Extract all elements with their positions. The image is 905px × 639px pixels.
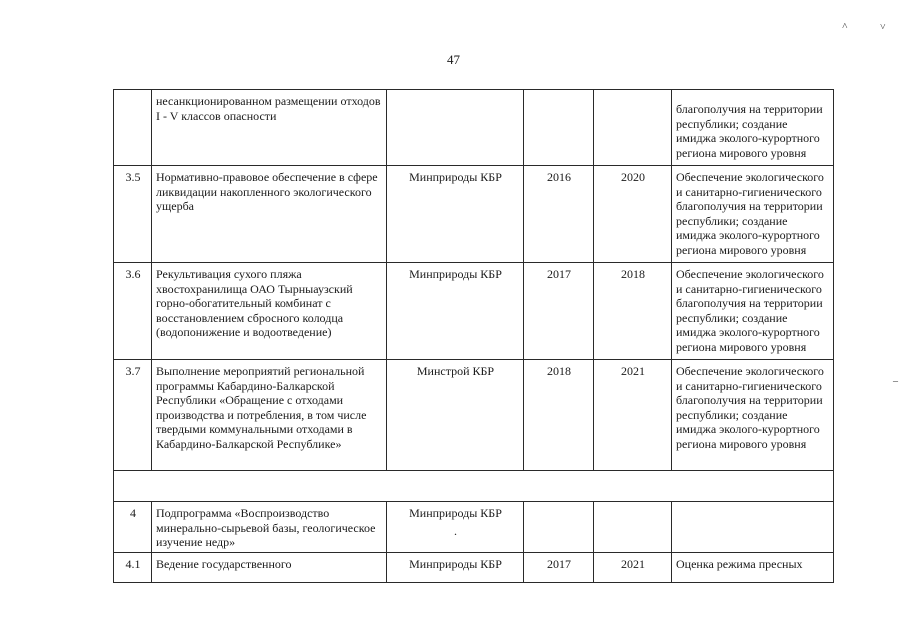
activity-cell: несанкционированном размещении отходов I - V классов опасности <box>152 90 387 166</box>
end-year-cell <box>594 502 672 553</box>
scan-mark: – <box>893 376 898 387</box>
executor-cell: Минприроды КБР <box>387 263 524 360</box>
result-cell: Оценка режима пресных <box>672 553 834 583</box>
row-number: 3.6 <box>114 263 152 360</box>
table-row-spacer <box>114 471 834 502</box>
scan-mark: ˅ <box>880 22 886 33</box>
start-year-cell: 2017 <box>524 263 594 360</box>
start-year-cell: 2016 <box>524 166 594 263</box>
row-number: 4 <box>114 502 152 553</box>
table-row <box>114 263 834 360</box>
end-year-cell: 2020 <box>594 166 672 263</box>
start-year-cell: 2017 <box>524 553 594 583</box>
result-cell: благополучия на территории республики; создание имиджа эколого-курортного региона мирового уровня <box>672 90 834 166</box>
table-row <box>114 502 834 553</box>
scan-mark: ˄ <box>842 21 848 32</box>
executor-cell <box>387 502 524 553</box>
end-year-cell: 2021 <box>594 360 672 471</box>
executor-cell: Минстрой КБР <box>387 360 524 471</box>
activity-cell: Выполнение мероприятий региональной программы Кабардино-Балкарской Республики «Обращение с отходами производства и потребления, в том числе твердыми коммунальными отходами в Кабардино-Балкарской Республике» <box>152 360 387 471</box>
table-row <box>114 166 834 263</box>
executor-label: Минприроды КБР <box>409 506 502 520</box>
table-row <box>114 553 834 583</box>
table-row <box>114 90 834 166</box>
row-number: 4.1 <box>114 553 152 583</box>
executor-cell <box>387 90 524 166</box>
executor-cell: Минприроды КБР <box>387 166 524 263</box>
table-row <box>114 360 834 471</box>
result-cell: Обеспечение экологического и санитарно-гигиенического благополучия на территории республики; создание имиджа эколого-курортного региона мирового уровня <box>672 263 834 360</box>
end-year-cell <box>594 90 672 166</box>
speck: . <box>454 523 457 538</box>
start-year-cell <box>524 90 594 166</box>
end-year-cell: 2021 <box>594 553 672 583</box>
row-number: 3.7 <box>114 360 152 471</box>
row-number <box>114 90 152 166</box>
result-cell <box>672 502 834 553</box>
result-cell: Обеспечение экологического и санитарно-гигиенического благополучия на территории республики; создание имиджа эколого-курортного региона мирового уровня <box>672 360 834 471</box>
start-year-cell <box>524 502 594 553</box>
executor-cell: Минприроды КБР <box>387 553 524 583</box>
activities-table <box>113 89 834 583</box>
activity-cell: Подпрограмма «Воспроизводство минерально-сырьевой базы, геологическое изучение недр» <box>152 502 387 553</box>
start-year-cell: 2018 <box>524 360 594 471</box>
page-number: 47 <box>447 52 460 67</box>
empty-row <box>114 471 834 502</box>
row-number: 3.5 <box>114 166 152 263</box>
activity-cell: Нормативно-правовое обеспечение в сфере ликвидации накопленного экологического ущерба <box>152 166 387 263</box>
activity-cell: Рекультивация сухого пляжа хвостохранилища ОАО Тырныаузский горно-обогатительный комбинат с восстановлением сбросного колодца (водопонижение и водоотведение) <box>152 263 387 360</box>
result-cell: Обеспечение экологического и санитарно-гигиенического благополучия на территории республики; создание имиджа эколого-курортного региона мирового уровня <box>672 166 834 263</box>
activity-cell: Ведение государственного <box>152 553 387 583</box>
end-year-cell: 2018 <box>594 263 672 360</box>
